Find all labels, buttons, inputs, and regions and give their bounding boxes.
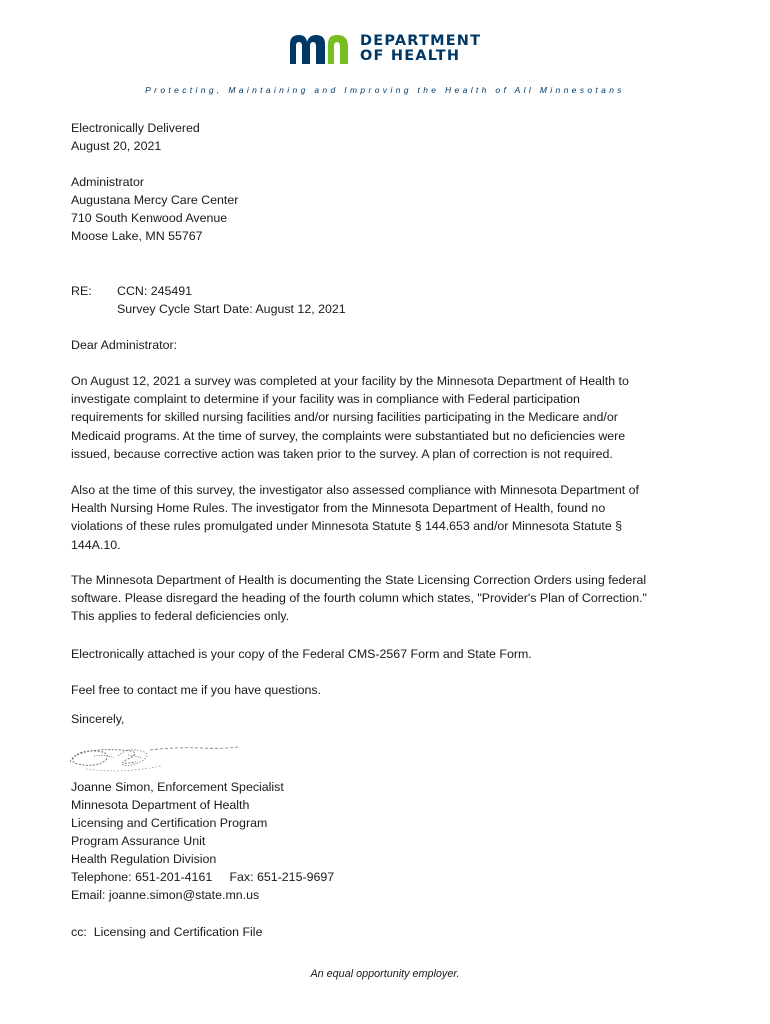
mn-logo-mark-icon bbox=[288, 34, 352, 64]
recipient-facility: Augustana Mercy Care Center bbox=[71, 193, 239, 207]
signer-email: Email: joanne.simon@state.mn.us bbox=[71, 888, 260, 902]
footer: An equal opportunity employer. bbox=[310, 968, 460, 980]
p2-line: Also at the time of this survey, the investigator also assessed compliance with Minnesota Department of bbox=[71, 483, 639, 497]
recipient-city: Moose Lake, MN 55767 bbox=[71, 229, 203, 243]
signature-image bbox=[66, 742, 246, 781]
p2-line: Health Nursing Home Rules. The investigator from the Minnesota Department of Health, found no bbox=[71, 501, 606, 516]
p3-line: software. Please disregard the heading of the fourth column which states, "Provider's Plan of Correction." bbox=[71, 591, 647, 606]
paragraph-3 bbox=[71, 571, 699, 626]
p2-line: violations of these rules promulgated under Minnesota Statute § 144.653 and/or Minnesota Statute § bbox=[71, 519, 623, 534]
p1-line: On August 12, 2021 a survey was completed at your facility by the Minnesota Department of Health to bbox=[71, 374, 629, 388]
tagline: Protecting, Maintaining and Improving the Health of All Minnesotans bbox=[145, 85, 625, 95]
signer-program: Licensing and Certification Program bbox=[71, 816, 268, 830]
letter-date: August 20, 2021 bbox=[71, 139, 162, 153]
re-survey-cycle: Survey Cycle Start Date: August 12, 2021 bbox=[117, 302, 346, 317]
re-block bbox=[117, 282, 346, 318]
paragraph-4: Electronically attached is your copy of the Federal CMS-2567 Form and State Form. bbox=[71, 647, 532, 661]
recipient-street: 710 South Kenwood Avenue bbox=[71, 211, 228, 225]
delivery-method: Electronically Delivered bbox=[71, 121, 200, 135]
p1-line: Medicaid programs. At the time of survey, the complaints were substantiated but no deficiencies were bbox=[71, 428, 626, 443]
p3-line: This applies to federal deficiencies only. bbox=[71, 609, 290, 624]
recipient-title: Administrator bbox=[71, 175, 144, 189]
paragraph-1 bbox=[71, 372, 699, 463]
p2-line: 144A.10. bbox=[71, 537, 121, 552]
signer-phone-fax: Telephone: 651-201-4161 Fax: 651-215-9697 bbox=[71, 870, 335, 884]
paragraph-5: Feel free to contact me if you have questions. bbox=[71, 683, 322, 697]
cc-line: cc: Licensing and Certification File bbox=[71, 925, 263, 939]
logo-wordmark bbox=[360, 34, 481, 64]
logo-line-2: OF HEALTH bbox=[360, 48, 461, 64]
p1-line: investigate complaint to determine if your facility was in compliance with Federal participation bbox=[71, 392, 580, 407]
salutation: Dear Administrator: bbox=[71, 338, 178, 352]
re-ccn: CCN: 245491 bbox=[117, 284, 193, 298]
closing: Sincerely, bbox=[71, 712, 125, 726]
signer-name-title: Joanne Simon, Enforcement Specialist bbox=[71, 780, 284, 794]
signer-unit: Program Assurance Unit bbox=[71, 834, 206, 848]
signer-division: Health Regulation Division bbox=[71, 852, 217, 866]
p1-line: requirements for skilled nursing facilities and/or nursing facilities participating in the Medicare and/or bbox=[71, 410, 618, 425]
signer-org: Minnesota Department of Health bbox=[71, 798, 250, 812]
mdh-logo bbox=[288, 34, 481, 64]
p3-line: The Minnesota Department of Health is documenting the State Licensing Correction Orders using federal bbox=[71, 573, 647, 587]
logo-line-1: DEPARTMENT bbox=[360, 33, 482, 49]
re-label: RE: bbox=[71, 284, 92, 298]
p1-line: issued, because corrective action was taken prior to the survey. A plan of correction is not required. bbox=[71, 446, 613, 461]
paragraph-2 bbox=[71, 481, 699, 554]
